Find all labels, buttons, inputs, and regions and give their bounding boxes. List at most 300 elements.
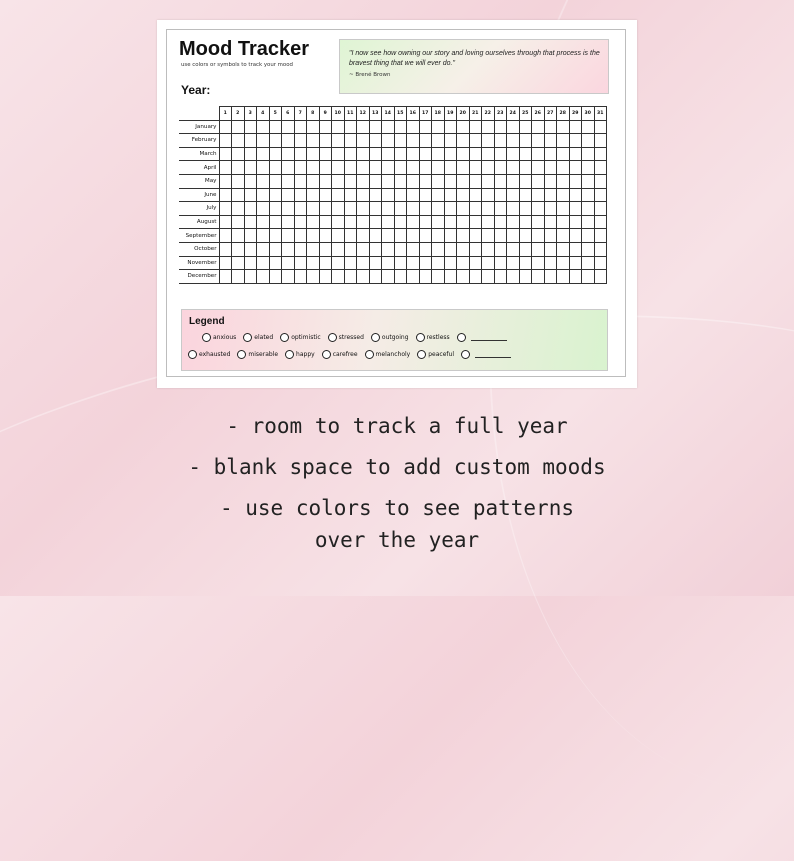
mood-cell[interactable] (469, 256, 482, 270)
mood-cell[interactable] (532, 147, 545, 161)
mood-cell[interactable] (469, 270, 482, 284)
mood-cell[interactable] (219, 147, 232, 161)
mood-cell[interactable] (257, 229, 270, 243)
mood-cell[interactable] (319, 229, 332, 243)
mood-cell[interactable] (544, 120, 557, 134)
mood-cell[interactable] (407, 161, 420, 175)
mood-cell[interactable] (382, 256, 395, 270)
mood-cell[interactable] (569, 256, 582, 270)
mood-cell[interactable] (257, 270, 270, 284)
mood-cell[interactable] (219, 161, 232, 175)
mood-cell[interactable] (507, 161, 520, 175)
mood-cell[interactable] (432, 161, 445, 175)
mood-cell[interactable] (332, 202, 345, 216)
mood-cell[interactable] (357, 188, 370, 202)
mood-cell[interactable] (232, 229, 245, 243)
mood-cell[interactable] (294, 134, 307, 148)
mood-cell[interactable] (269, 161, 282, 175)
mood-cell[interactable] (269, 229, 282, 243)
mood-cell[interactable] (494, 147, 507, 161)
mood-cell[interactable] (332, 161, 345, 175)
mood-cell[interactable] (594, 229, 607, 243)
mood-cell[interactable] (244, 161, 257, 175)
mood-cell[interactable] (332, 147, 345, 161)
mood-cell[interactable] (244, 202, 257, 216)
mood-cell[interactable] (394, 147, 407, 161)
mood-cell[interactable] (419, 242, 432, 256)
mood-cell[interactable] (219, 134, 232, 148)
mood-cell[interactable] (457, 161, 470, 175)
mood-cell[interactable] (544, 229, 557, 243)
mood-cell[interactable] (307, 120, 320, 134)
mood-cell[interactable] (219, 229, 232, 243)
mood-cell[interactable] (332, 270, 345, 284)
mood-cell[interactable] (369, 270, 382, 284)
mood-cell[interactable] (344, 242, 357, 256)
mood-cell[interactable] (569, 134, 582, 148)
mood-cell[interactable] (482, 174, 495, 188)
mood-cell[interactable] (269, 188, 282, 202)
mood-cell[interactable] (369, 188, 382, 202)
mood-cell[interactable] (307, 215, 320, 229)
legend-circle[interactable] (371, 333, 380, 342)
mood-cell[interactable] (294, 147, 307, 161)
mood-cell[interactable] (469, 174, 482, 188)
mood-cell[interactable] (494, 161, 507, 175)
mood-cell[interactable] (232, 242, 245, 256)
mood-cell[interactable] (569, 215, 582, 229)
mood-cell[interactable] (432, 134, 445, 148)
mood-cell[interactable] (219, 188, 232, 202)
mood-cell[interactable] (307, 202, 320, 216)
mood-cell[interactable] (507, 270, 520, 284)
mood-cell[interactable] (419, 215, 432, 229)
mood-cell[interactable] (369, 147, 382, 161)
mood-cell[interactable] (482, 229, 495, 243)
mood-cell[interactable] (507, 256, 520, 270)
mood-cell[interactable] (444, 147, 457, 161)
mood-cell[interactable] (544, 202, 557, 216)
mood-cell[interactable] (319, 134, 332, 148)
mood-cell[interactable] (407, 188, 420, 202)
mood-cell[interactable] (544, 215, 557, 229)
mood-cell[interactable] (494, 174, 507, 188)
mood-cell[interactable] (507, 120, 520, 134)
mood-cell[interactable] (432, 242, 445, 256)
mood-cell[interactable] (332, 215, 345, 229)
mood-cell[interactable] (307, 256, 320, 270)
mood-cell[interactable] (394, 242, 407, 256)
mood-cell[interactable] (332, 174, 345, 188)
mood-cell[interactable] (519, 120, 532, 134)
mood-cell[interactable] (457, 229, 470, 243)
mood-cell[interactable] (469, 242, 482, 256)
mood-cell[interactable] (544, 242, 557, 256)
mood-cell[interactable] (307, 161, 320, 175)
mood-cell[interactable] (382, 215, 395, 229)
mood-cell[interactable] (282, 229, 295, 243)
mood-cell[interactable] (282, 120, 295, 134)
mood-cell[interactable] (557, 174, 570, 188)
mood-cell[interactable] (244, 242, 257, 256)
mood-cell[interactable] (319, 147, 332, 161)
mood-cell[interactable] (332, 256, 345, 270)
mood-cell[interactable] (594, 161, 607, 175)
mood-cell[interactable] (594, 270, 607, 284)
mood-cell[interactable] (219, 174, 232, 188)
mood-cell[interactable] (294, 215, 307, 229)
mood-cell[interactable] (457, 120, 470, 134)
mood-cell[interactable] (457, 202, 470, 216)
mood-cell[interactable] (557, 256, 570, 270)
mood-cell[interactable] (594, 188, 607, 202)
mood-cell[interactable] (494, 242, 507, 256)
mood-cell[interactable] (582, 202, 595, 216)
mood-cell[interactable] (219, 256, 232, 270)
mood-cell[interactable] (557, 188, 570, 202)
mood-cell[interactable] (394, 215, 407, 229)
mood-cell[interactable] (244, 174, 257, 188)
mood-cell[interactable] (219, 202, 232, 216)
mood-cell[interactable] (494, 120, 507, 134)
mood-cell[interactable] (444, 134, 457, 148)
mood-cell[interactable] (507, 188, 520, 202)
mood-cell[interactable] (582, 270, 595, 284)
mood-cell[interactable] (382, 161, 395, 175)
mood-cell[interactable] (332, 229, 345, 243)
mood-cell[interactable] (282, 161, 295, 175)
mood-cell[interactable] (532, 242, 545, 256)
mood-cell[interactable] (469, 188, 482, 202)
mood-cell[interactable] (394, 161, 407, 175)
mood-cell[interactable] (369, 256, 382, 270)
legend-circle[interactable] (322, 350, 331, 359)
mood-cell[interactable] (344, 120, 357, 134)
mood-cell[interactable] (307, 270, 320, 284)
mood-cell[interactable] (307, 188, 320, 202)
mood-cell[interactable] (544, 174, 557, 188)
mood-cell[interactable] (482, 120, 495, 134)
mood-cell[interactable] (269, 270, 282, 284)
mood-cell[interactable] (519, 242, 532, 256)
mood-cell[interactable] (232, 215, 245, 229)
mood-cell[interactable] (532, 161, 545, 175)
mood-cell[interactable] (382, 202, 395, 216)
mood-cell[interactable] (232, 120, 245, 134)
mood-cell[interactable] (494, 215, 507, 229)
mood-cell[interactable] (282, 174, 295, 188)
mood-cell[interactable] (294, 120, 307, 134)
legend-circle[interactable] (416, 333, 425, 342)
mood-cell[interactable] (382, 147, 395, 161)
mood-cell[interactable] (544, 188, 557, 202)
mood-cell[interactable] (469, 147, 482, 161)
mood-cell[interactable] (444, 256, 457, 270)
mood-cell[interactable] (519, 270, 532, 284)
mood-cell[interactable] (419, 161, 432, 175)
mood-cell[interactable] (457, 242, 470, 256)
mood-cell[interactable] (432, 229, 445, 243)
mood-cell[interactable] (394, 188, 407, 202)
mood-cell[interactable] (569, 270, 582, 284)
mood-cell[interactable] (519, 215, 532, 229)
mood-cell[interactable] (244, 270, 257, 284)
mood-cell[interactable] (544, 256, 557, 270)
mood-cell[interactable] (269, 256, 282, 270)
mood-cell[interactable] (432, 202, 445, 216)
mood-cell[interactable] (532, 256, 545, 270)
mood-cell[interactable] (519, 134, 532, 148)
mood-cell[interactable] (482, 161, 495, 175)
mood-cell[interactable] (357, 202, 370, 216)
mood-cell[interactable] (294, 188, 307, 202)
mood-cell[interactable] (494, 256, 507, 270)
mood-cell[interactable] (582, 161, 595, 175)
legend-circle[interactable] (365, 350, 374, 359)
mood-cell[interactable] (519, 229, 532, 243)
mood-cell[interactable] (557, 229, 570, 243)
mood-cell[interactable] (269, 147, 282, 161)
mood-cell[interactable] (557, 215, 570, 229)
mood-cell[interactable] (482, 202, 495, 216)
mood-cell[interactable] (444, 242, 457, 256)
legend-circle[interactable] (285, 350, 294, 359)
mood-cell[interactable] (507, 242, 520, 256)
mood-cell[interactable] (494, 229, 507, 243)
mood-cell[interactable] (369, 174, 382, 188)
mood-cell[interactable] (219, 120, 232, 134)
mood-cell[interactable] (507, 215, 520, 229)
mood-cell[interactable] (269, 174, 282, 188)
mood-cell[interactable] (332, 242, 345, 256)
mood-cell[interactable] (294, 242, 307, 256)
mood-cell[interactable] (257, 188, 270, 202)
mood-cell[interactable] (457, 256, 470, 270)
mood-cell[interactable] (269, 242, 282, 256)
mood-cell[interactable] (444, 161, 457, 175)
mood-cell[interactable] (494, 134, 507, 148)
mood-cell[interactable] (307, 134, 320, 148)
mood-cell[interactable] (519, 161, 532, 175)
mood-cell[interactable] (419, 120, 432, 134)
mood-cell[interactable] (357, 147, 370, 161)
mood-cell[interactable] (319, 174, 332, 188)
mood-cell[interactable] (307, 174, 320, 188)
mood-cell[interactable] (407, 202, 420, 216)
mood-cell[interactable] (419, 270, 432, 284)
mood-cell[interactable] (294, 229, 307, 243)
mood-cell[interactable] (532, 188, 545, 202)
mood-cell[interactable] (457, 147, 470, 161)
mood-cell[interactable] (232, 188, 245, 202)
mood-cell[interactable] (394, 120, 407, 134)
mood-cell[interactable] (557, 242, 570, 256)
mood-cell[interactable] (407, 147, 420, 161)
mood-cell[interactable] (232, 147, 245, 161)
mood-cell[interactable] (457, 215, 470, 229)
mood-cell[interactable] (482, 188, 495, 202)
mood-cell[interactable] (482, 215, 495, 229)
mood-cell[interactable] (494, 202, 507, 216)
mood-cell[interactable] (532, 202, 545, 216)
mood-cell[interactable] (357, 256, 370, 270)
mood-cell[interactable] (382, 134, 395, 148)
mood-cell[interactable] (344, 174, 357, 188)
mood-cell[interactable] (444, 202, 457, 216)
mood-cell[interactable] (419, 188, 432, 202)
mood-cell[interactable] (507, 229, 520, 243)
legend-circle[interactable] (328, 333, 337, 342)
mood-cell[interactable] (457, 188, 470, 202)
mood-cell[interactable] (344, 134, 357, 148)
mood-cell[interactable] (244, 134, 257, 148)
mood-cell[interactable] (357, 174, 370, 188)
mood-cell[interactable] (257, 147, 270, 161)
mood-cell[interactable] (257, 256, 270, 270)
mood-cell[interactable] (257, 134, 270, 148)
mood-cell[interactable] (369, 215, 382, 229)
mood-cell[interactable] (444, 270, 457, 284)
mood-cell[interactable] (269, 120, 282, 134)
legend-circle[interactable] (417, 350, 426, 359)
mood-cell[interactable] (269, 134, 282, 148)
mood-cell[interactable] (482, 256, 495, 270)
mood-cell[interactable] (344, 188, 357, 202)
mood-cell[interactable] (469, 215, 482, 229)
mood-cell[interactable] (469, 134, 482, 148)
mood-cell[interactable] (519, 174, 532, 188)
mood-cell[interactable] (507, 147, 520, 161)
mood-cell[interactable] (582, 120, 595, 134)
mood-cell[interactable] (532, 215, 545, 229)
mood-cell[interactable] (232, 174, 245, 188)
mood-cell[interactable] (394, 229, 407, 243)
mood-cell[interactable] (382, 242, 395, 256)
mood-cell[interactable] (469, 202, 482, 216)
mood-cell[interactable] (257, 161, 270, 175)
mood-cell[interactable] (307, 242, 320, 256)
mood-cell[interactable] (344, 256, 357, 270)
mood-cell[interactable] (582, 256, 595, 270)
mood-cell[interactable] (594, 256, 607, 270)
mood-cell[interactable] (469, 120, 482, 134)
mood-cell[interactable] (532, 120, 545, 134)
mood-cell[interactable] (457, 134, 470, 148)
mood-cell[interactable] (344, 215, 357, 229)
mood-cell[interactable] (582, 242, 595, 256)
mood-cell[interactable] (344, 161, 357, 175)
mood-cell[interactable] (357, 242, 370, 256)
mood-cell[interactable] (282, 188, 295, 202)
legend-circle[interactable] (243, 333, 252, 342)
mood-cell[interactable] (507, 202, 520, 216)
mood-cell[interactable] (232, 256, 245, 270)
mood-cell[interactable] (319, 188, 332, 202)
mood-cell[interactable] (382, 229, 395, 243)
mood-cell[interactable] (594, 215, 607, 229)
mood-cell[interactable] (357, 215, 370, 229)
mood-cell[interactable] (557, 202, 570, 216)
mood-cell[interactable] (544, 147, 557, 161)
legend-circle[interactable] (280, 333, 289, 342)
mood-cell[interactable] (482, 270, 495, 284)
mood-cell[interactable] (582, 229, 595, 243)
mood-cell[interactable] (219, 270, 232, 284)
mood-cell[interactable] (344, 202, 357, 216)
custom-mood-blank[interactable] (475, 351, 511, 358)
mood-cell[interactable] (532, 134, 545, 148)
mood-cell[interactable] (394, 270, 407, 284)
mood-cell[interactable] (369, 229, 382, 243)
mood-cell[interactable] (494, 270, 507, 284)
mood-cell[interactable] (532, 174, 545, 188)
mood-cell[interactable] (594, 120, 607, 134)
mood-cell[interactable] (319, 270, 332, 284)
mood-cell[interactable] (544, 134, 557, 148)
mood-cell[interactable] (432, 270, 445, 284)
mood-cell[interactable] (432, 188, 445, 202)
mood-cell[interactable] (532, 270, 545, 284)
mood-cell[interactable] (219, 215, 232, 229)
mood-cell[interactable] (282, 242, 295, 256)
mood-cell[interactable] (432, 147, 445, 161)
mood-cell[interactable] (282, 256, 295, 270)
mood-cell[interactable] (569, 147, 582, 161)
mood-cell[interactable] (257, 202, 270, 216)
mood-cell[interactable] (519, 202, 532, 216)
mood-cell[interactable] (582, 188, 595, 202)
mood-cell[interactable] (232, 202, 245, 216)
mood-cell[interactable] (469, 229, 482, 243)
mood-cell[interactable] (594, 147, 607, 161)
mood-cell[interactable] (419, 147, 432, 161)
mood-cell[interactable] (394, 256, 407, 270)
mood-cell[interactable] (594, 242, 607, 256)
mood-cell[interactable] (507, 174, 520, 188)
mood-cell[interactable] (257, 120, 270, 134)
mood-cell[interactable] (319, 202, 332, 216)
mood-cell[interactable] (344, 270, 357, 284)
mood-cell[interactable] (369, 120, 382, 134)
mood-cell[interactable] (282, 215, 295, 229)
mood-cell[interactable] (419, 174, 432, 188)
mood-cell[interactable] (557, 147, 570, 161)
mood-cell[interactable] (432, 174, 445, 188)
mood-cell[interactable] (369, 242, 382, 256)
mood-cell[interactable] (419, 134, 432, 148)
mood-cell[interactable] (569, 161, 582, 175)
mood-cell[interactable] (219, 242, 232, 256)
mood-cell[interactable] (544, 270, 557, 284)
mood-cell[interactable] (457, 270, 470, 284)
mood-cell[interactable] (469, 161, 482, 175)
mood-cell[interactable] (482, 134, 495, 148)
mood-cell[interactable] (519, 188, 532, 202)
mood-cell[interactable] (232, 270, 245, 284)
mood-cell[interactable] (444, 174, 457, 188)
mood-cell[interactable] (282, 202, 295, 216)
mood-cell[interactable] (594, 134, 607, 148)
mood-cell[interactable] (307, 229, 320, 243)
mood-cell[interactable] (369, 202, 382, 216)
mood-cell[interactable] (232, 161, 245, 175)
mood-cell[interactable] (319, 161, 332, 175)
mood-cell[interactable] (419, 256, 432, 270)
mood-cell[interactable] (544, 161, 557, 175)
mood-cell[interactable] (244, 120, 257, 134)
mood-cell[interactable] (244, 229, 257, 243)
mood-cell[interactable] (394, 202, 407, 216)
